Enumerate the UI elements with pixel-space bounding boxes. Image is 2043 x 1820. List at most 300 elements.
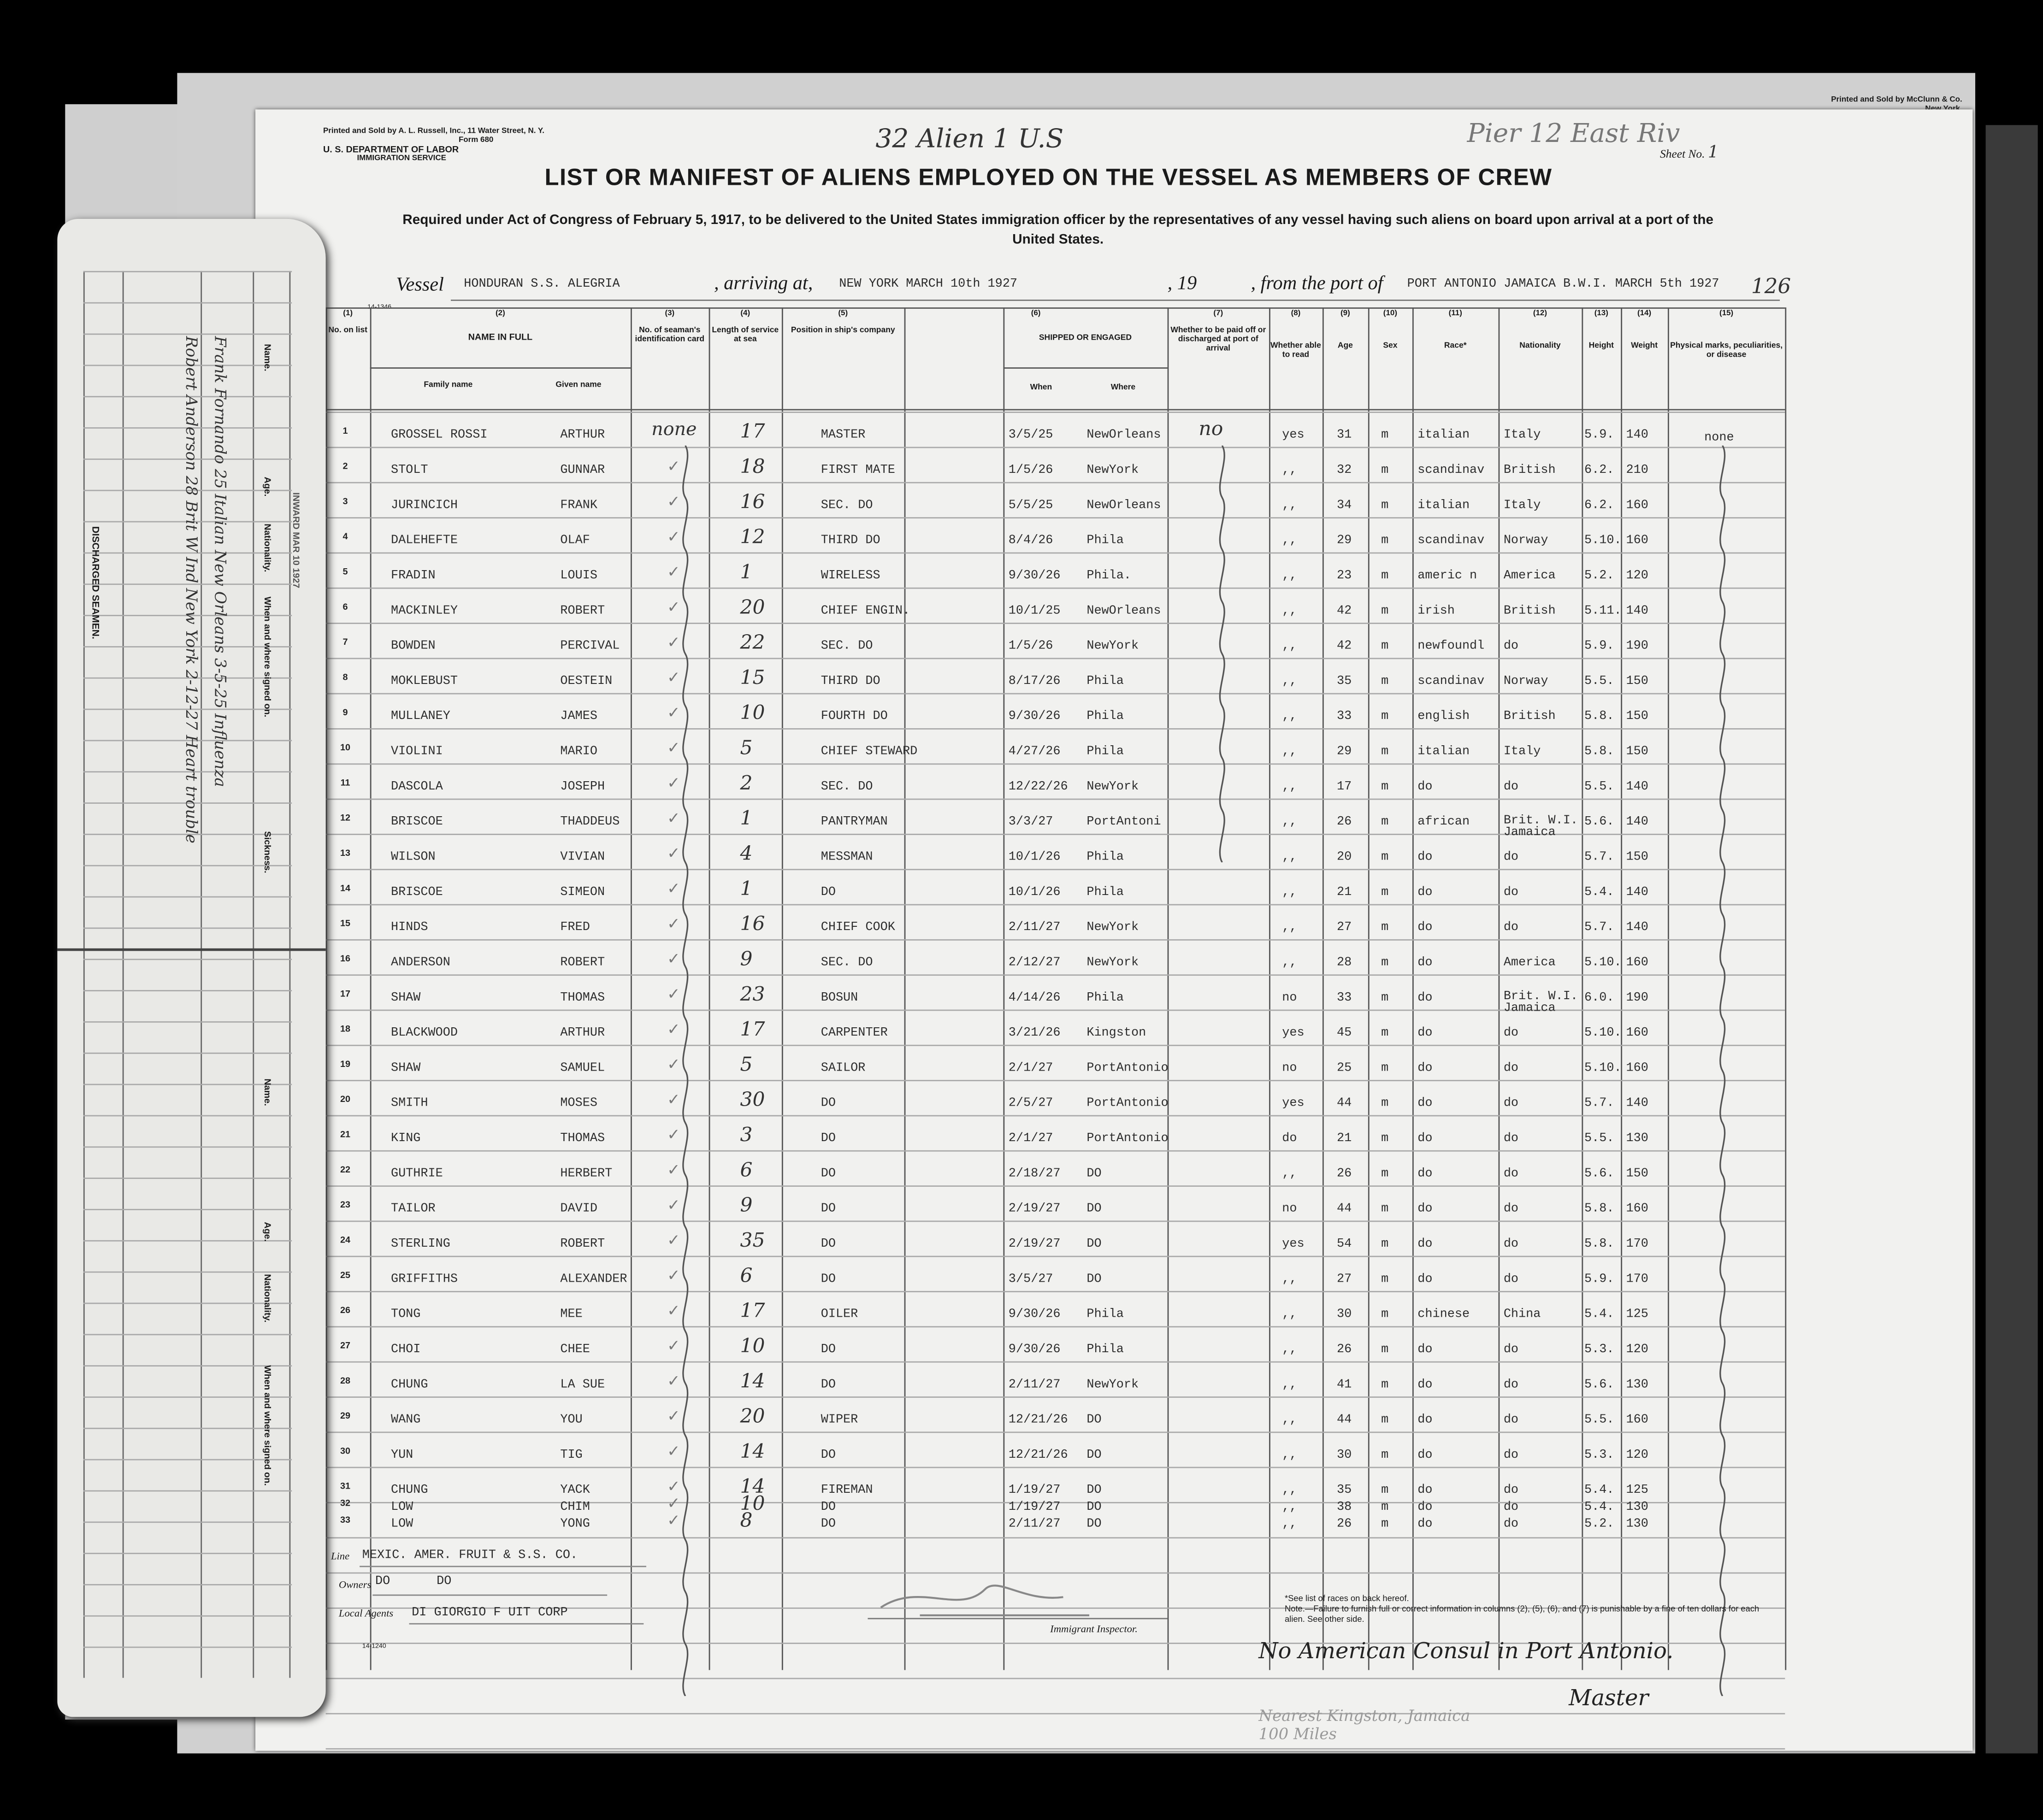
height: 5.6. — [1584, 814, 1614, 829]
height: 6.0. — [1584, 990, 1614, 1005]
shipped-where: NewYork — [1086, 779, 1139, 794]
col-number-c10: (10) — [1383, 310, 1397, 318]
row-rule — [326, 1150, 1785, 1151]
height: 5.6. — [1584, 1166, 1614, 1180]
given-name: THOMAS — [560, 1131, 605, 1145]
shipped-when: 10/1/25 — [1008, 603, 1061, 618]
col-header-c11: Race* — [1444, 341, 1467, 351]
race: newfoundl — [1417, 638, 1485, 653]
flap-row-rule — [83, 1490, 292, 1491]
position: SEC. DO — [821, 954, 873, 969]
id-card-check: ✓ — [667, 1372, 680, 1390]
weight: 120 — [1626, 568, 1648, 583]
height: 5.5. — [1584, 1131, 1614, 1145]
weight: 130 — [1626, 1131, 1648, 1145]
weight: 140 — [1626, 1096, 1648, 1110]
age: 23 — [1337, 568, 1352, 583]
able-to-read: ,, — [1282, 1447, 1297, 1462]
row-number: 25 — [340, 1271, 351, 1281]
flap-col-name-2: Name. — [262, 1078, 271, 1106]
family-name: JURINCICH — [390, 497, 458, 512]
column-rule — [326, 307, 327, 1670]
service-length: 10 — [740, 1334, 765, 1358]
able-to-read: ,, — [1282, 1482, 1297, 1497]
weight: 140 — [1626, 603, 1648, 618]
family-name: ANDERSON — [390, 954, 450, 969]
sex: m — [1381, 1482, 1389, 1497]
position: SEC. DO — [821, 779, 873, 794]
height: 5.10. — [1584, 1060, 1622, 1075]
id-card-check: ✓ — [667, 879, 680, 898]
nationality: British — [1503, 603, 1556, 618]
row-rule — [326, 939, 1785, 940]
age: 42 — [1337, 603, 1352, 618]
shipped-where: Phila — [1086, 849, 1124, 864]
weight: 150 — [1626, 849, 1648, 864]
able-to-read: ,, — [1282, 884, 1297, 899]
position: FIRST MATE — [821, 462, 895, 477]
age: 29 — [1337, 533, 1352, 548]
flap-row-rule — [83, 1521, 292, 1522]
age: 31 — [1337, 427, 1352, 442]
family-name: VIOLINI — [390, 743, 443, 759]
family-name: WILSON — [390, 849, 436, 864]
nationality: do — [1503, 1060, 1519, 1075]
column-rule — [631, 307, 632, 1670]
height: 6.2. — [1584, 497, 1614, 512]
vessel-line — [396, 274, 444, 297]
service-length: 16 — [740, 489, 765, 513]
service-length: 22 — [740, 630, 765, 654]
age: 30 — [1337, 1307, 1352, 1321]
given-name: LA SUE — [560, 1377, 605, 1391]
family-name: TAILOR — [390, 1201, 436, 1216]
shipped-when: 2/5/27 — [1008, 1096, 1053, 1110]
sex: m — [1381, 884, 1389, 899]
ditto-stroke — [1220, 446, 1224, 862]
sex: m — [1381, 1499, 1389, 1514]
col-header-c2: NAME IN FULL — [468, 333, 533, 343]
weight: 120 — [1626, 1447, 1648, 1462]
ditto-stroke — [683, 446, 688, 1696]
service-length: 1 — [740, 877, 753, 901]
id-card-check: ✓ — [667, 844, 680, 863]
row-number: 8 — [342, 673, 348, 683]
able-to-read: ,, — [1282, 1166, 1297, 1180]
id-card-check: ✓ — [667, 738, 680, 757]
position: DO — [821, 1447, 836, 1462]
row-number: 1 — [342, 427, 348, 436]
flap-row-rule — [83, 302, 292, 303]
position: DO — [821, 1377, 836, 1391]
able-to-read: yes — [1282, 1236, 1305, 1251]
shipped-when: 4/14/26 — [1008, 990, 1061, 1005]
weight: 140 — [1626, 919, 1648, 934]
shipped-when: 2/1/27 — [1008, 1131, 1053, 1145]
position: BOSUN — [821, 990, 858, 1005]
nationality: China — [1503, 1307, 1541, 1321]
col-number-c1: (1) — [343, 310, 353, 318]
nationality: do — [1503, 1201, 1519, 1216]
column-rule — [709, 307, 710, 1670]
nationality: Brit. W.I. Jamaica — [1503, 813, 1578, 839]
row-rule — [326, 728, 1785, 729]
shipped-when: 2/11/27 — [1008, 1516, 1061, 1531]
able-to-read: ,, — [1282, 1516, 1297, 1531]
shipped-when: 9/30/26 — [1008, 1342, 1061, 1356]
service-length: 3 — [740, 1123, 753, 1147]
age: 44 — [1337, 1096, 1352, 1110]
family-name: GROSSEL ROSSI — [390, 427, 488, 442]
col-number-c9: (9) — [1340, 310, 1350, 318]
row-rule — [326, 517, 1785, 518]
shipped-where: DO — [1086, 1236, 1102, 1251]
id-card-check: ✓ — [667, 527, 680, 546]
nationality: do — [1503, 1096, 1519, 1110]
family-name: BOWDEN — [390, 638, 436, 653]
id-card-check: ✓ — [667, 773, 680, 792]
race: italian — [1417, 497, 1470, 512]
manifest-page — [255, 109, 1972, 1750]
row-number: 31 — [340, 1482, 351, 1492]
col-header-c8: Whether able to read — [1270, 341, 1321, 360]
race: do — [1417, 1236, 1433, 1251]
given-name: CHIM — [560, 1499, 590, 1514]
age: 27 — [1337, 1271, 1352, 1286]
race: do — [1417, 1447, 1433, 1462]
race: italian — [1417, 743, 1470, 759]
race: chinese — [1417, 1307, 1470, 1321]
nationality: British — [1503, 462, 1556, 477]
id-card-check: ✓ — [667, 1266, 680, 1284]
age: 32 — [1337, 462, 1352, 477]
age: 35 — [1337, 673, 1352, 688]
shipped-where: Phila. — [1086, 568, 1132, 583]
sex: m — [1381, 779, 1389, 794]
service-length: 14 — [740, 1474, 765, 1498]
shipped-when: 1/5/26 — [1008, 462, 1053, 477]
row-number: 12 — [340, 814, 351, 824]
able-to-read: ,, — [1282, 568, 1297, 583]
column-rule — [1621, 307, 1622, 1670]
shipped-where: Phila — [1086, 533, 1124, 548]
shipped-when: 2/11/27 — [1008, 919, 1061, 934]
given-name: JOSEPH — [560, 779, 605, 794]
family-name: YUN — [390, 1447, 413, 1462]
shipped-when: 12/22/26 — [1008, 779, 1068, 794]
age: 25 — [1337, 1060, 1352, 1075]
race: african — [1417, 814, 1470, 829]
row-number: 13 — [340, 849, 351, 859]
race: do — [1417, 1516, 1433, 1531]
shipped-where: Phila — [1086, 884, 1124, 899]
id-card-check: ✓ — [667, 563, 680, 581]
height: 5.5. — [1584, 673, 1614, 688]
shipped-when: 3/3/27 — [1008, 814, 1053, 829]
pier-note: Pier 12 East Riv — [1467, 117, 1680, 149]
nationality: do — [1503, 1447, 1519, 1462]
shipped-when: 2/18/27 — [1008, 1166, 1061, 1180]
flap-col-age: Age. — [262, 477, 271, 497]
service-length: 18 — [740, 454, 765, 478]
sex: m — [1381, 638, 1389, 653]
given-name: OLAF — [560, 533, 590, 548]
penalty-note: Note.—Failure to furnish full or correct information in columns (2), (5), (6), and (7) is punishable by a fine of ten dollars for each alien. See other side. — [1284, 1605, 1760, 1625]
shipped-where: DO — [1086, 1201, 1102, 1216]
col-header-c5: Position in ship's company — [791, 325, 895, 335]
sex: m — [1381, 1025, 1389, 1040]
family-name: TONG — [390, 1307, 421, 1321]
master-signature: Master — [1569, 1685, 1649, 1712]
given-name: JAMES — [560, 708, 598, 723]
weight: 150 — [1626, 1166, 1648, 1180]
family-name: STOLT — [390, 462, 428, 477]
given-name: LOUIS — [560, 568, 598, 583]
family-name: LOW — [390, 1516, 413, 1531]
service-length: 23 — [740, 982, 765, 1006]
id-card-check: ✓ — [667, 1160, 680, 1179]
row-rule — [326, 763, 1785, 764]
service-length: 16 — [740, 912, 765, 936]
shipped-when: 3/21/26 — [1008, 1025, 1061, 1040]
given-name: SIMEON — [560, 884, 605, 899]
service-length: 35 — [740, 1228, 765, 1252]
nationality: Norway — [1503, 673, 1548, 688]
position: CARPENTER — [821, 1025, 888, 1040]
race: do — [1417, 919, 1433, 934]
shipped-where: DO — [1086, 1482, 1102, 1497]
height: 5.4. — [1584, 1482, 1614, 1497]
row-rule — [326, 904, 1785, 905]
race: do — [1417, 1131, 1433, 1145]
able-to-read: ,, — [1282, 954, 1297, 969]
flap-column-rule — [289, 271, 290, 1678]
row-rule — [326, 1713, 1785, 1714]
discharged-heading: DISCHARGED SEAMEN. — [90, 526, 102, 639]
nationality: do — [1503, 1271, 1519, 1286]
service-length: 9 — [740, 947, 753, 971]
family-name: WANG — [390, 1412, 421, 1427]
year-label: , 19 — [1167, 273, 1197, 294]
flap-row-rule — [83, 1459, 292, 1460]
shipped-when: 9/30/26 — [1008, 708, 1061, 723]
weight: 150 — [1626, 673, 1648, 688]
weight: 150 — [1626, 708, 1648, 723]
shipped-where: NewOrleans — [1086, 427, 1161, 442]
row-number: 32 — [340, 1499, 351, 1509]
alien-count-note: 32 Alien 1 U.S — [875, 122, 1064, 154]
shipped-where: NewYork — [1086, 954, 1139, 969]
service-length: 20 — [740, 595, 765, 619]
shipped-where: NewYork — [1086, 462, 1139, 477]
col-number-c3: (3) — [665, 310, 675, 318]
row-number: 11 — [340, 779, 350, 789]
position: SAILOR — [821, 1060, 866, 1075]
sheet-label: Sheet No. — [1659, 147, 1705, 160]
physical-marks-none: none — [1704, 430, 1734, 444]
sex: m — [1381, 954, 1389, 969]
sex: m — [1381, 568, 1389, 583]
race: do — [1417, 779, 1433, 794]
given-name: YOU — [560, 1412, 583, 1427]
flap-column-rule — [83, 271, 84, 1678]
given-name: GUNNAR — [560, 462, 605, 477]
service-length: 6 — [740, 1158, 753, 1182]
id-card-check: ✓ — [667, 633, 680, 652]
nationality: do — [1503, 1025, 1519, 1040]
weight: 140 — [1626, 427, 1648, 442]
col-header-when: When — [1030, 383, 1052, 392]
sex: m — [1381, 1307, 1389, 1321]
sex: m — [1381, 1412, 1389, 1427]
race: do — [1417, 1060, 1433, 1075]
flap-row-rule — [83, 1396, 292, 1397]
position: OILER — [821, 1307, 858, 1321]
shipped-where: NewOrleans — [1086, 603, 1161, 618]
service-length: 2 — [740, 771, 753, 795]
height: 5.7. — [1584, 1096, 1614, 1110]
able-to-read: ,, — [1282, 814, 1297, 829]
nationality: do — [1503, 1377, 1519, 1391]
weight: 125 — [1626, 1307, 1648, 1321]
able-to-read: ,, — [1282, 497, 1297, 512]
age: 26 — [1337, 814, 1352, 829]
row-rule — [326, 1431, 1785, 1432]
col-header-c7: Whether to be paid off or discharged at port of arrival — [1170, 325, 1266, 353]
race: irish — [1417, 603, 1455, 618]
agents-value: DI GIORGIO F UIT CORP — [412, 1605, 568, 1620]
row-rule — [326, 1220, 1785, 1221]
given-name: DAVID — [560, 1201, 598, 1216]
family-name: DALEHEFTE — [390, 533, 458, 548]
service-length: 12 — [740, 525, 765, 548]
row-rule — [326, 1678, 1785, 1679]
weight: 190 — [1626, 990, 1648, 1005]
height: 5.9. — [1584, 427, 1614, 442]
position: SEC. DO — [821, 638, 873, 653]
inspector-label: Immigrant Inspector. — [1050, 1623, 1138, 1635]
height: 5.10. — [1584, 1025, 1622, 1040]
age: 34 — [1337, 497, 1352, 512]
weight: 160 — [1626, 1412, 1648, 1427]
race: italian — [1417, 427, 1470, 442]
shipped-where: DO — [1086, 1516, 1102, 1531]
shipped-when: 4/27/26 — [1008, 743, 1061, 759]
row-rule — [326, 1185, 1785, 1186]
nationality: Norway — [1503, 533, 1548, 548]
nearest-consul-note: Nearest Kingston, Jamaica 100 Miles — [1258, 1706, 1470, 1743]
race: do — [1417, 1342, 1433, 1356]
shipped-where: PortAntoni — [1086, 814, 1161, 829]
row-number: 19 — [340, 1060, 351, 1070]
weight: 160 — [1626, 533, 1648, 548]
given-name: YONG — [560, 1516, 590, 1531]
sex: m — [1381, 1377, 1389, 1391]
age: 35 — [1337, 1482, 1352, 1497]
able-to-read: ,, — [1282, 708, 1297, 723]
weight: 140 — [1626, 814, 1648, 829]
family-name: FRADIN — [390, 568, 436, 583]
family-name: BRISCOE — [390, 814, 443, 829]
row-number: 23 — [340, 1201, 351, 1210]
paid-off-no: no — [1199, 417, 1223, 441]
departure-port-date: PORT ANTONIO JAMAICA B.W.I. MARCH 5th 1927 — [1407, 276, 1719, 291]
shipped-where: PortAntonio — [1086, 1096, 1169, 1110]
nationality: Italy — [1503, 427, 1541, 442]
height: 5.3. — [1584, 1447, 1614, 1462]
sex: m — [1381, 1342, 1389, 1356]
shipped-when: 1/5/26 — [1008, 638, 1053, 653]
sex: m — [1381, 1131, 1389, 1145]
id-card-check: ✓ — [667, 457, 680, 476]
nationality: do — [1503, 1482, 1519, 1497]
flap-row-rule — [83, 1115, 292, 1116]
id-card-check: ✓ — [667, 1511, 680, 1530]
given-name: FRANK — [560, 497, 598, 512]
column-rule — [1269, 307, 1270, 1670]
shipped-where: NewYork — [1086, 919, 1139, 934]
able-to-read: ,, — [1282, 673, 1297, 688]
given-name: MARIO — [560, 743, 598, 759]
header-top-rule — [326, 307, 1785, 308]
service-length: 15 — [740, 666, 765, 689]
row-rule — [326, 482, 1785, 483]
weight: 160 — [1626, 497, 1648, 512]
discharged-entry-2: Robert Anderson 28 Brit W Ind New York 2-12-27 Heart trouble — [182, 336, 201, 843]
able-to-read: no — [1282, 1201, 1297, 1216]
family-name: GUTHRIE — [390, 1166, 443, 1180]
row-number: 14 — [340, 884, 351, 894]
row-number: 10 — [340, 743, 351, 753]
service-length: 14 — [740, 1369, 765, 1393]
family-name: SHAW — [390, 1060, 421, 1075]
nationality: do — [1503, 1342, 1519, 1356]
sex: m — [1381, 1201, 1389, 1216]
col-number-c12: (12) — [1533, 310, 1547, 318]
height: 5.2. — [1584, 1516, 1614, 1531]
row-number: 33 — [340, 1516, 351, 1526]
sheet-value: 1 — [1707, 143, 1719, 163]
year-overwrite: 126 — [1751, 273, 1791, 299]
able-to-read: ,, — [1282, 919, 1297, 934]
able-to-read: ,, — [1282, 1307, 1297, 1321]
family-name: HINDS — [390, 919, 428, 934]
able-to-read: do — [1282, 1131, 1297, 1145]
family-name: MACKINLEY — [390, 603, 458, 618]
id-card-check: ✓ — [667, 809, 680, 827]
shipped-where: NewYork — [1086, 638, 1139, 653]
flap-col-signed-2: When and where signed on. — [262, 1365, 271, 1486]
col-header-c4: Length of service at sea — [712, 325, 779, 344]
paid-off-ditto-line — [1209, 446, 1235, 862]
race: do — [1417, 954, 1433, 969]
weight: 210 — [1626, 462, 1648, 477]
age: 33 — [1337, 708, 1352, 723]
age: 42 — [1337, 638, 1352, 653]
able-to-read: ,, — [1282, 462, 1297, 477]
department-name: U. S. DEPARTMENT OF LABOR — [323, 146, 459, 155]
height: 5.2. — [1584, 568, 1614, 583]
able-to-read: ,, — [1282, 638, 1297, 653]
col-number-c2: (2) — [496, 310, 505, 318]
shipped-when: 2/19/27 — [1008, 1201, 1061, 1216]
arrival-port-date: NEW YORK MARCH 10th 1927 — [839, 276, 1018, 291]
row-number: 15 — [340, 919, 351, 929]
shipped-where: NewOrleans — [1086, 497, 1161, 512]
given-name: ROBERT — [560, 954, 605, 969]
ditto-stroke — [1720, 446, 1725, 1696]
id-card-check: ✓ — [667, 1337, 680, 1355]
